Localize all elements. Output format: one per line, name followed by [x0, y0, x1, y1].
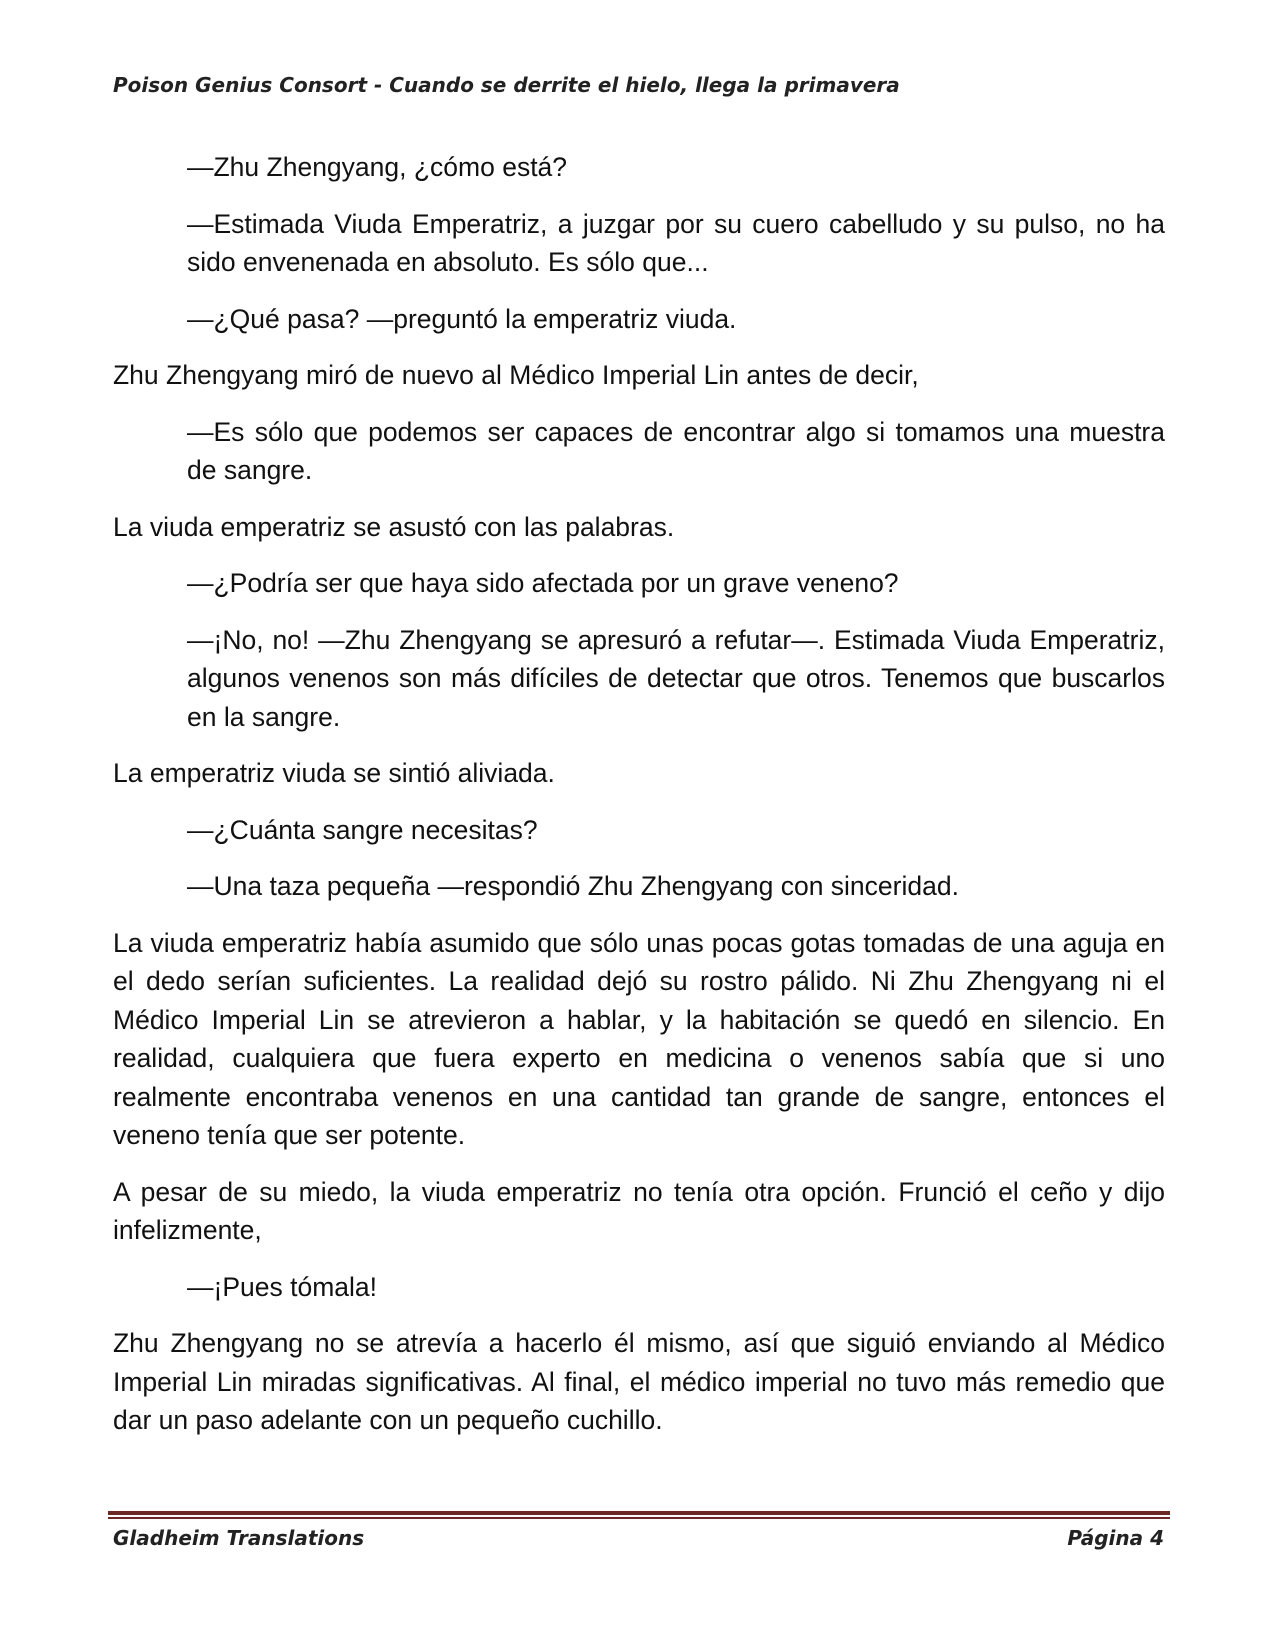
narrative-paragraph: La viuda emperatriz se asustó con las palabras.: [113, 511, 675, 542]
footer-divider-thin-line: [108, 1517, 1170, 1519]
dialogue-paragraph: —Una taza pequeña —respondió Zhu Zhengyang con sinceridad.: [187, 871, 959, 901]
dialogue-paragraph: —¿Qué pasa? —preguntó la emperatriz viuda.: [187, 303, 737, 334]
footer-translator-name: Gladheim Translations: [113, 1526, 365, 1550]
dialogue-paragraph: —Estimada Viuda Emperatriz, a juzgar por su cuero cabelludo y su pulso, no ha sido envenenada en absoluto. Es sólo que...: [187, 208, 1165, 277]
dialogue-paragraph: —Zhu Zhengyang, ¿cómo está?: [187, 152, 568, 182]
footer-page-number: Página 4: [1067, 1526, 1164, 1550]
page-header-title: Poison Genius Consort - Cuando se derrite el hielo, llega la primavera: [113, 73, 900, 97]
dialogue-paragraph: —¡No, no! —Zhu Zhengyang se apresuró a refutar—. Estimada Viuda Emperatriz, algunos venenos son más difíciles de detectar que otros. Tenemos que buscarlos en la sangre.: [187, 624, 1165, 732]
dialogue-paragraph: —¿Cuánta sangre necesitas?: [187, 814, 538, 845]
footer-divider: [108, 1511, 1170, 1520]
narrative-paragraph: Zhu Zhengyang miró de nuevo al Médico Imperial Lin antes de decir,: [113, 360, 919, 390]
narrative-paragraph: La emperatriz viuda se sintió aliviada.: [113, 758, 555, 788]
dialogue-paragraph: —¿Podría ser que haya sido afectada por un grave veneno?: [187, 568, 899, 598]
document-body: [113, 148, 1165, 1458]
narrative-paragraph: Zhu Zhengyang no se atrevía a hacerlo él mismo, así que siguió enviando al Médico Imperial Lin miradas significativas. Al final, el médico imperial no tuvo más remedio que dar un paso adelante con un pequeño cuchillo.: [113, 1328, 1165, 1435]
dialogue-paragraph: —¡Pues tómala!: [187, 1271, 377, 1302]
footer-divider-thick-line: [108, 1511, 1170, 1515]
narrative-paragraph: A pesar de su miedo, la viuda emperatriz no tenía otra opción. Frunció el ceño y dijo infelizmente,: [113, 1176, 1165, 1245]
narrative-paragraph: La viuda emperatriz había asumido que sólo unas pocas gotas tomadas de una aguja en el dedo serían suficientes. La realidad dejó su rostro pálido. Ni Zhu Zhengyang ni el Médico Imperial Lin se atrevieron a hablar, y la habitación se quedó en silencio. En realidad, cualquiera que fuera experto en medicina o venenos sabía que si uno realmente encontraba venenos en una cantidad tan grande de sangre, entonces el veneno tenía que ser potente.: [113, 927, 1165, 1150]
dialogue-paragraph: —Es sólo que podemos ser capaces de encontrar algo si tomamos una muestra de sangre.: [187, 416, 1165, 485]
